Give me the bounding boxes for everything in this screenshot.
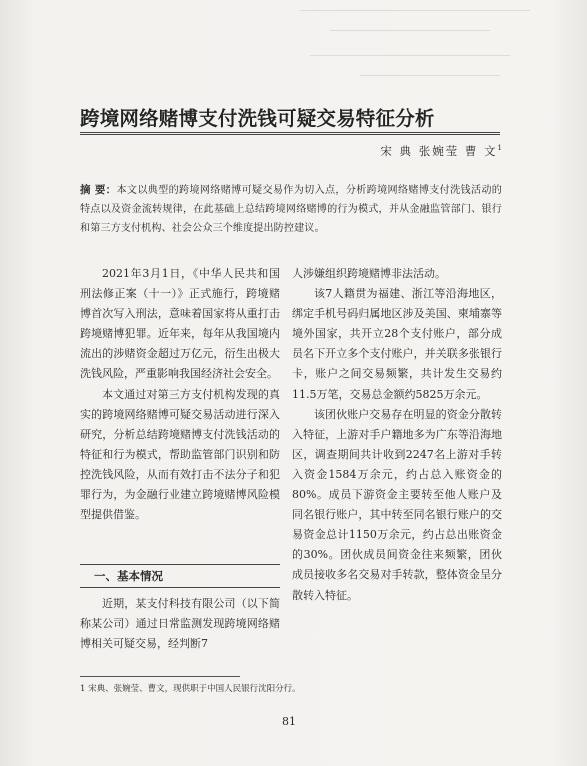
author-line [312,143,502,159]
abstract [80,181,502,238]
section-heading [80,564,280,588]
article-title: 跨境网络赌博支付洗钱可疑交易特征分析 [80,107,435,130]
left-column-lower [80,594,280,654]
background-paragraph: 近期，某支付科技有限公司（以下简称某公司）通过日常监测发现跨境网络赌博相关可疑交易，经判断7 [80,597,280,651]
continued-paragraph: 人涉嫌组织跨境赌博非法活动。 [292,267,446,280]
footnote-rule [80,676,240,677]
author-footnote-mark: 1 [497,144,502,153]
title-rule-bottom [80,134,500,135]
title-rule-top [80,132,500,133]
intro-paragraph-1: 2021年3月1日，《中华人民共和国刑法修正案（十一）》正式施行，跨境赌博首次写入刑法，意味着国家将从重打击跨境赌博犯罪。近年来，每年从我国境内流出的涉赌资金超过万亿元，衍生出极大洗钱风险，严重影响我国经济社会安全。 [80,267,280,381]
case-paragraph-2: 该团伙账户交易存在明显的资金分散转入特征，上游对手户籍地多为广东等沿海地区，调查期间共计收到2247名上游对手转入资金1584万余元，约占总入账资金的80%。成员下游资金主要转至他人账户及同名银行账户，其中转至同名银行账户的交易资金总计1150万余元，约占总出账资金的30%。团伙成员间资金往来频繁，团伙成员接收多名交易对手转款，整体资金呈分散转入特征。 [292,407,502,602]
intro-paragraph-2: 本文通过对第三方支付机构发现的真实的跨境网络赌博可疑交易活动进行深入研究，分析总结跨境赌博支付洗钱活动的特征和行为模式，帮助监管部门识别和防控洗钱风险，从而有效打击不法分子和犯罪行为，为金融行业建立跨境赌博风险模型提供借鉴。 [80,387,280,522]
left-column [80,264,280,525]
case-paragraph-1: 该7人籍贯为福建、浙江等沿海地区，绑定手机号码归属地区涉及美国、柬埔寨等境外国家，共开立28个支付账户，部分成员名下开立多个支付账户，并关联多张银行卡，账户之间交易频繁，共计发生交易约11.5万笔，交易总金额约5825万余元。 [292,287,502,401]
right-column [292,264,502,606]
abstract-text: 本文以典型的跨境网络赌博可疑交易作为切入点，分析跨境网络赌博支付洗钱活动的特点以及资金流转规律，在此基础上总结跨境网络赌博的行为模式，并从金融监管部门、银行和第三方支付机构、社会公众三个维度提出防控建议。 [80,185,502,234]
page-number: 81 [282,715,296,728]
section-heading-text: 一、基本情况 [94,569,163,583]
bleed-through-decoration [300,0,540,90]
abstract-label: 摘 要： [80,184,117,196]
footnote: 1 宋典、张婉莹、曹文，现供职于中国人民银行沈阳分行。 [80,684,301,694]
author-names: 宋 典 张婉莹 曹 文 [380,144,498,158]
